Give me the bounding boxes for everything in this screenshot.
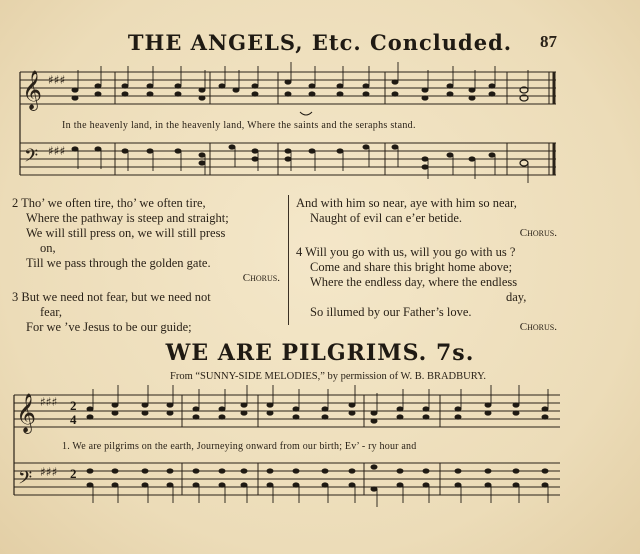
hymn-title: WE ARE PILGRIMS. 7s. (165, 340, 475, 366)
verse-line: Where the pathway is steep and straight; (26, 211, 229, 225)
time-signature-bass: 2 (70, 466, 77, 481)
column-divider (288, 195, 289, 325)
music-system-top (0, 0, 640, 200)
bass-clef-icon: 𝄢 (24, 146, 39, 171)
chorus-label: Chorus. (519, 321, 557, 333)
key-signature-sharps-bass-icon: ♯♯♯ (48, 144, 66, 158)
bass-clef-icon: 𝄢 (18, 468, 33, 493)
verse-line: Come and share this bright home above; (310, 260, 513, 274)
notes-bass-top (72, 144, 529, 169)
page-number: 87 (540, 32, 557, 51)
stems-bass-top (78, 147, 528, 183)
key-signature-sharps-icon: ♯♯♯ (48, 73, 66, 87)
treble-clef-icon: 𝄞 (22, 70, 43, 110)
stems-treble-bottom (93, 385, 548, 413)
verse-line: And with him so near, aye with him so near, (296, 196, 517, 210)
key-signature-sharps-icon: ♯♯♯ (40, 395, 58, 409)
page-title: THE ANGELS, Etc. Concluded. (127, 30, 513, 55)
time-signature-top: 2 (70, 398, 77, 413)
key-signature-sharps-bass-icon: ♯♯♯ (40, 465, 58, 479)
notes-treble-top (72, 79, 529, 101)
chorus-label: Chorus. (519, 227, 557, 239)
verse-line: We will still press on, we will still press (26, 226, 226, 240)
lyric-line-bottom: 1. We are pilgrims on the earth, Journeying onward from our birth; Ev’ - ry hour and (62, 441, 417, 452)
bass-staff-bottom (14, 463, 560, 495)
notes-treble-bottom (87, 402, 549, 423)
chorus-label: Chorus. (242, 272, 280, 284)
verse-line: So illumed by our Father’s love. (310, 305, 472, 319)
verse-line: 2 Tho’ we often tire, tho’ we often tire, (12, 196, 206, 210)
verses-right-column (296, 196, 561, 335)
verse-line: 4 Will you go with us, will you go with us ? (296, 245, 516, 259)
verse-line: For we ’ve Jesus to be our guide; (26, 320, 192, 334)
time-signature-bottom: 4 (70, 412, 77, 427)
verse-line: 3 But we need not fear, but we need not (12, 290, 211, 304)
verse-line: Till we pass through the golden gate. (26, 256, 211, 270)
fermata-icon (300, 112, 312, 115)
notes-bass-bottom (87, 464, 549, 491)
verses-left-column (12, 196, 284, 335)
verse-line: day, (506, 290, 527, 304)
verse-line: Naught of evil can e’er betide. (310, 211, 463, 225)
stems-bass-bottom (93, 485, 548, 507)
treble-clef-icon: 𝄞 (16, 393, 37, 433)
treble-staff-top (20, 72, 556, 104)
hymn-credit: From “SUNNY-SIDE MELODIES,” by permission of W. B. BRADBURY. (170, 371, 486, 382)
stems-treble-top (78, 62, 528, 90)
treble-staff-bottom (14, 395, 560, 427)
verse-line: on, (40, 241, 56, 255)
lyric-line-top: In the heavenly land, in the heavenly land, Where the saints and the seraphs stand. (62, 120, 416, 131)
verse-line: Where the endless day, where the endless (310, 275, 518, 289)
verse-line: fear, (40, 305, 63, 319)
